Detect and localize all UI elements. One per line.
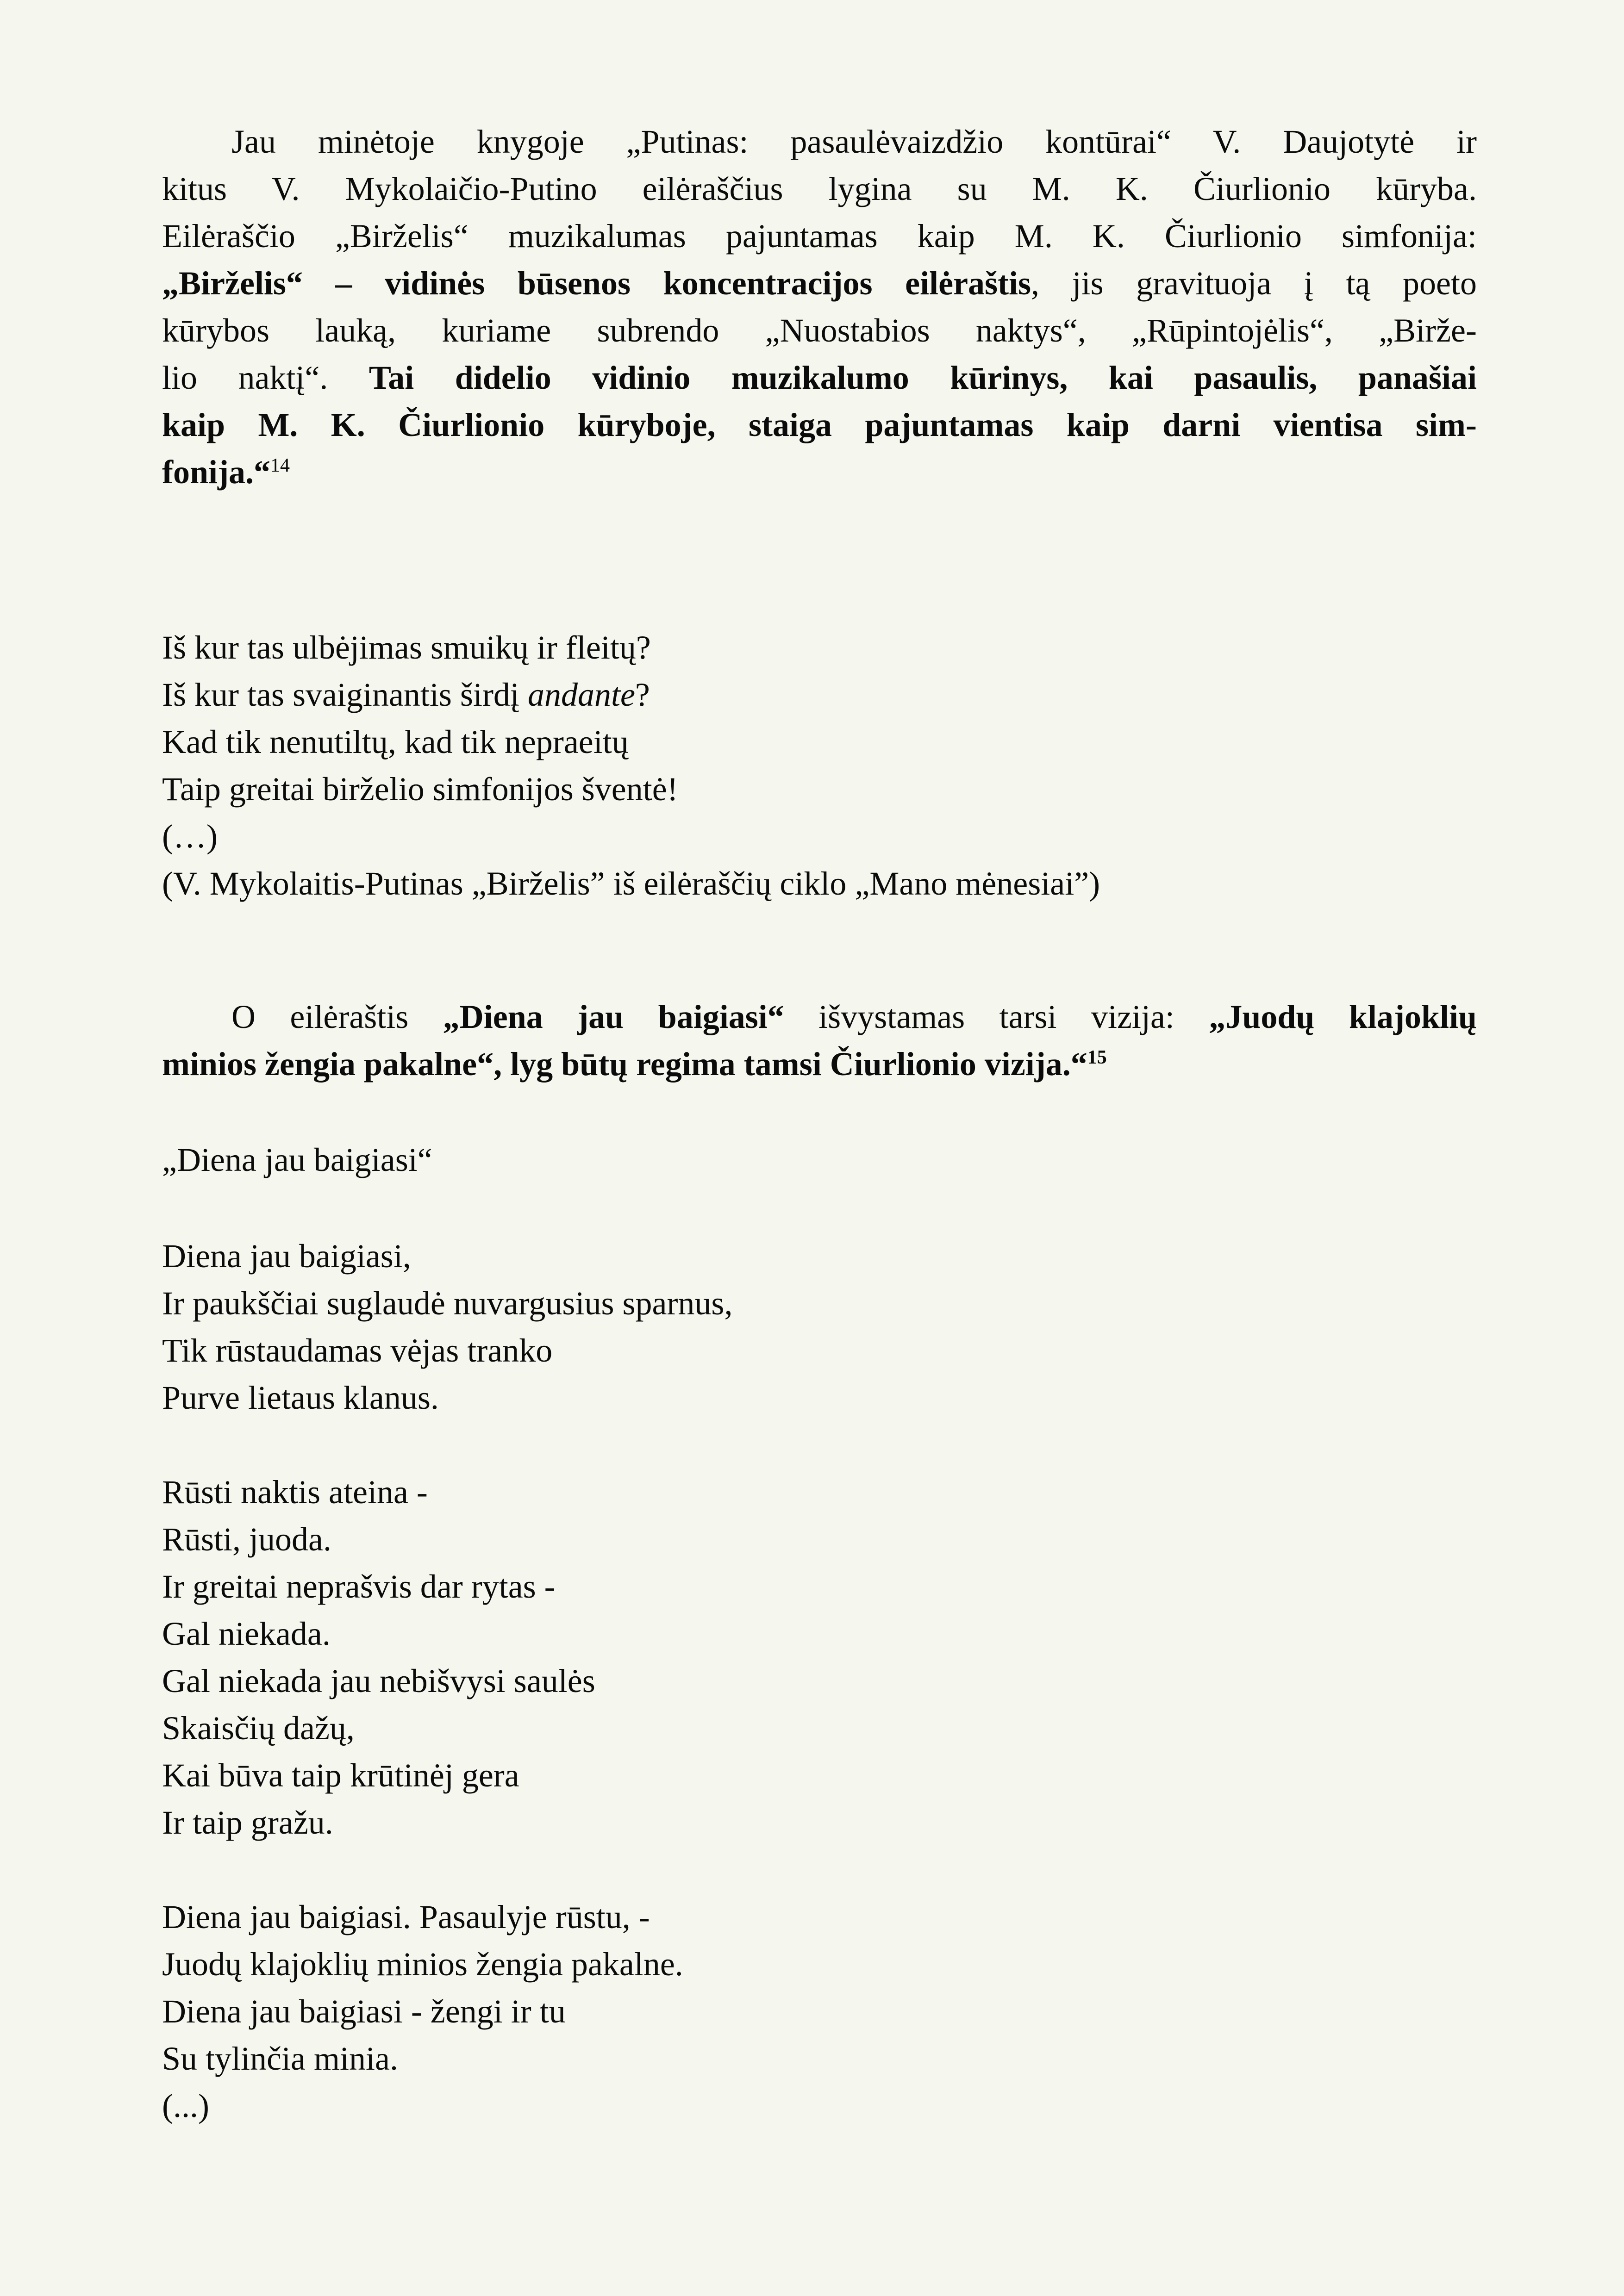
footnote-reference: 15 bbox=[1087, 1047, 1107, 1068]
text-line bbox=[162, 1941, 1477, 1988]
text-segment: Gal niekada. bbox=[162, 1615, 331, 1652]
text-segment: Taip greitai birželio simfonijos šventė! bbox=[162, 771, 678, 808]
text-segment: Skaisčių dažų, bbox=[162, 1710, 355, 1747]
text-segment: lio naktį“. bbox=[162, 359, 369, 396]
text-line bbox=[162, 401, 1477, 448]
text-line bbox=[162, 1040, 1477, 1088]
text-segment: Purve lietaus klanus. bbox=[162, 1379, 439, 1416]
text-line bbox=[162, 1374, 1477, 1421]
text-line bbox=[162, 260, 1477, 307]
poem-excerpt-birzelis bbox=[162, 624, 1477, 907]
text-segment: Eilėraščio „Birželis“ muzikalumas pajuntamas kaip M. K. Čiurlionio simfonija: bbox=[162, 218, 1477, 255]
text-line bbox=[162, 1988, 1477, 2035]
text-segment: „Diena jau baigiasi“ bbox=[443, 998, 784, 1035]
text-line bbox=[162, 1610, 1477, 1657]
text-line bbox=[162, 993, 1477, 1040]
text-line bbox=[162, 1563, 1477, 1610]
text-line bbox=[162, 1657, 1477, 1705]
text-segment: Kad tik nenutiltų, kad tik nepraeitų bbox=[162, 723, 629, 760]
text-segment: (...) bbox=[162, 2087, 209, 2124]
text-line bbox=[162, 624, 1477, 671]
poem-title-diena-jau-baigiasi bbox=[162, 1136, 1477, 1183]
text-segment: Ir paukščiai suglaudė nuvargusius sparnus, bbox=[162, 1285, 733, 1322]
text-segment: O eilėraštis bbox=[231, 998, 443, 1035]
text-segment: ? bbox=[635, 676, 650, 713]
text-segment: Tai didelio vidinio muzikalumo kūrinys, kai pasaulis, panašiai bbox=[369, 359, 1477, 396]
text-line bbox=[162, 448, 1477, 496]
text-line bbox=[162, 354, 1477, 401]
text-segment: kaip M. K. Čiurlionio kūryboje, staiga pajuntamas kaip darni vientisa sim- bbox=[162, 406, 1477, 443]
text-segment: , jis gravituoja į tą poeto bbox=[1031, 265, 1477, 302]
text-segment: (V. Mykolaitis-Putinas „Birželis” iš eilėraščių ciklo „Mano mėnesiai”) bbox=[162, 865, 1100, 902]
text-line bbox=[162, 671, 1477, 718]
text-segment: Su tylinčia minia. bbox=[162, 2040, 398, 2077]
text-segment: Ir greitai neprašvis dar rytas - bbox=[162, 1568, 556, 1605]
text-line bbox=[162, 212, 1477, 260]
text-segment: Diena jau baigiasi, bbox=[162, 1238, 411, 1275]
text-segment: fonija.“ bbox=[162, 454, 270, 491]
text-line bbox=[162, 860, 1477, 907]
text-segment: Kai būva taip krūtinėj gera bbox=[162, 1757, 519, 1794]
text-line bbox=[162, 307, 1477, 354]
text-segment: minios žengia pakalne“, lyg būtų regima tamsi Čiurlionio vizija.“ bbox=[162, 1045, 1087, 1083]
text-segment: andante bbox=[527, 676, 635, 713]
poem-diena-jau-baigiasi-stanza-1 bbox=[162, 1232, 1477, 1421]
text-segment: „Birželis“ – vidinės būsenos koncentracijos eilėraštis bbox=[162, 265, 1031, 302]
text-line bbox=[162, 1705, 1477, 1752]
text-segment: Iš kur tas svaiginantis širdį bbox=[162, 676, 528, 713]
text-segment: Diena jau baigiasi. Pasaulyje rūstu, - bbox=[162, 1898, 650, 1935]
text-line bbox=[162, 2035, 1477, 2082]
text-line bbox=[162, 1468, 1477, 1516]
paragraph-diena-jau-baigiasi-intro bbox=[162, 993, 1477, 1088]
text-segment: Jau minėtoje knygoje „Putinas: pasaulėvaizdžio kontūrai“ V. Daujotytė ir bbox=[231, 123, 1477, 160]
text-line bbox=[162, 765, 1477, 813]
poem-diena-jau-baigiasi-stanza-2 bbox=[162, 1468, 1477, 1846]
text-line bbox=[162, 1893, 1477, 1941]
text-line bbox=[162, 1752, 1477, 1799]
text-line bbox=[162, 1232, 1477, 1280]
text-line bbox=[162, 718, 1477, 765]
text-line bbox=[162, 1516, 1477, 1563]
text-segment: Rūsti naktis ateina - bbox=[162, 1474, 428, 1511]
text-segment: Juodų klajoklių minios žengia pakalne. bbox=[162, 1946, 683, 1983]
text-segment: (…) bbox=[162, 818, 218, 855]
footnote-reference: 14 bbox=[270, 455, 290, 476]
text-segment: „Juodų klajoklių bbox=[1209, 998, 1477, 1035]
text-segment: kitus V. Mykolaičio-Putino eilėraščius lygina su M. K. Čiurlionio kūryba. bbox=[162, 170, 1477, 207]
text-line bbox=[162, 1799, 1477, 1846]
text-segment: išvystamas tarsi vizija: bbox=[784, 998, 1209, 1035]
text-segment: „Diena jau baigiasi“ bbox=[162, 1141, 432, 1178]
text-line bbox=[162, 1280, 1477, 1327]
text-segment: Iš kur tas ulbėjimas smuikų ir fleitų? bbox=[162, 629, 651, 666]
text-line bbox=[162, 2082, 1477, 2129]
poem-diena-jau-baigiasi-stanza-3 bbox=[162, 1893, 1477, 2129]
text-segment: Ir taip gražu. bbox=[162, 1804, 333, 1841]
text-segment: Rūsti, juoda. bbox=[162, 1521, 332, 1558]
text-segment: Tik rūstaudamas vėjas tranko bbox=[162, 1332, 553, 1369]
text-segment: Diena jau baigiasi - žengi ir tu bbox=[162, 1993, 566, 2030]
text-line bbox=[162, 165, 1477, 212]
paragraph-putinas-ciurlionis-comparison bbox=[162, 118, 1477, 496]
text-line bbox=[162, 1327, 1477, 1374]
text-line bbox=[162, 118, 1477, 165]
text-segment: Gal niekada jau nebišvysi saulės bbox=[162, 1662, 595, 1699]
text-line bbox=[162, 813, 1477, 860]
text-segment: kūrybos lauką, kuriame subrendo „Nuostabios naktys“, „Rūpintojėlis“, „Birže- bbox=[162, 312, 1477, 349]
text-line bbox=[162, 1136, 1477, 1183]
